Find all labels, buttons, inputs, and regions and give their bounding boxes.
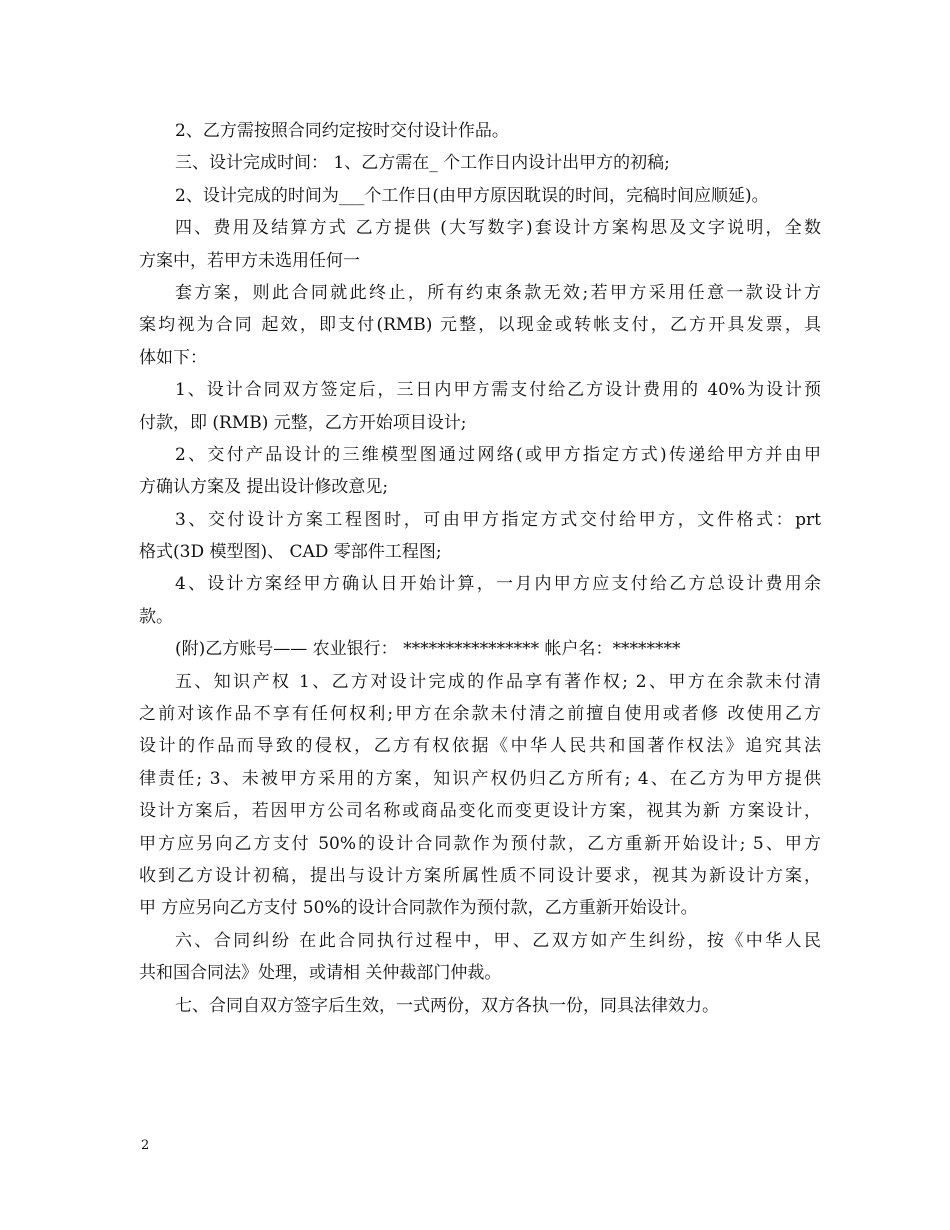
paragraph-line: 付款，即 (RMB) 元整，乙方开始项目设计;: [139, 412, 467, 433]
paragraph-line: 共和国合同法》处理，或请相 关仲裁部门仲裁。: [139, 963, 502, 984]
paragraph-line: 七、合同自双方签字后生效，一式两份，双方各执一份，同具法律效力。: [175, 995, 719, 1016]
paragraph-line: 2、设计完成的时间为___个工作日(由甲方原因耽误的时间，完稿时间应顺延)。: [175, 185, 769, 206]
paragraph-line: 六、合同纠纷 在此合同执行过程中，甲、乙双方如产生纠纷，按《中华人民: [175, 930, 821, 951]
paragraph-line: 体如下：: [139, 347, 207, 368]
paragraph-line: 2、交付产品设计的三维模型图通过网络(或甲方指定方式)传递给甲方并由甲: [175, 444, 821, 465]
paragraph-line: 四、费用及结算方式 乙方提供 (大写数字)套设计方案构思及文字说明，全数: [175, 218, 821, 239]
paragraph-line: 甲方应另向乙方支付 50%的设计合同款作为预付款，乙方重新开始设计; 5、甲方: [139, 833, 821, 854]
paragraph-line: 甲 方应另向乙方支付 50%的设计合同款作为预付款，乙方重新开始设计。: [139, 898, 698, 919]
paragraph-line: 设计的作品而导致的侵权，乙方有权依据《中华人民共和国著作权法》追究其法: [139, 736, 821, 757]
paragraph-line: 设计方案后，若因甲方公司名称或商品变化而变更设计方案，视其为新 方案设计，: [139, 801, 821, 822]
page-number: 2: [141, 1138, 150, 1153]
paragraph-line: 五、知识产权 1、乙方对设计完成的作品享有著作权; 2、甲方在余款未付清: [175, 671, 821, 692]
bank-account-line: (附)乙方账号—— 农业银行： **************** 帐户名：********: [175, 639, 681, 660]
paragraph-line: 1、设计合同双方签定后，三日内甲方需支付给乙方设计费用的 40%为设计预: [175, 380, 821, 401]
paragraph-line: 方确认方案及 提出设计修改意见;: [139, 477, 389, 498]
paragraph-line: 4、设计方案经甲方确认日开始计算，一月内甲方应支付给乙方总设计费用余: [175, 574, 821, 595]
paragraph-line: 格式(3D 模型图)、 CAD 零部件工程图;: [139, 542, 442, 563]
paragraph-line: 三、设计完成时间： 1、乙方需在_ 个工作日内设计出甲方的初稿;: [175, 153, 670, 174]
paragraph-line: 案均视为合同 起效，即支付(RMB) 元整，以现金或转帐支付，乙方开具发票，具: [139, 315, 821, 336]
paragraph-line: 套方案，则此合同就此终止，所有约束条款无效;若甲方采用任意一款设计方: [175, 282, 821, 303]
paragraph-line: 2、乙方需按照合同约定按时交付设计作品。: [175, 121, 509, 141]
document-body: [139, 115, 821, 1022]
paragraph-line: 方案中，若甲方未选用任何一: [139, 250, 360, 271]
paragraph-line: 律责任; 3、未被甲方采用的方案，知识产权仍归乙方所有; 4、在乙方为甲方提供: [139, 768, 821, 789]
paragraph-line: 收到乙方设计初稿，提出与设计方案所属性质不同设计要求，视其为新设计方案，: [139, 865, 821, 886]
paragraph-line: 之前对该作品不享有任何权利;甲方在余款未付清之前擅自使用或者修 改使用乙方: [139, 704, 821, 725]
paragraph-line: 3、交付设计方案工程图时，可由甲方指定方式交付给甲方，文件格式：prt: [175, 509, 821, 530]
paragraph-line: 款。: [139, 606, 173, 627]
